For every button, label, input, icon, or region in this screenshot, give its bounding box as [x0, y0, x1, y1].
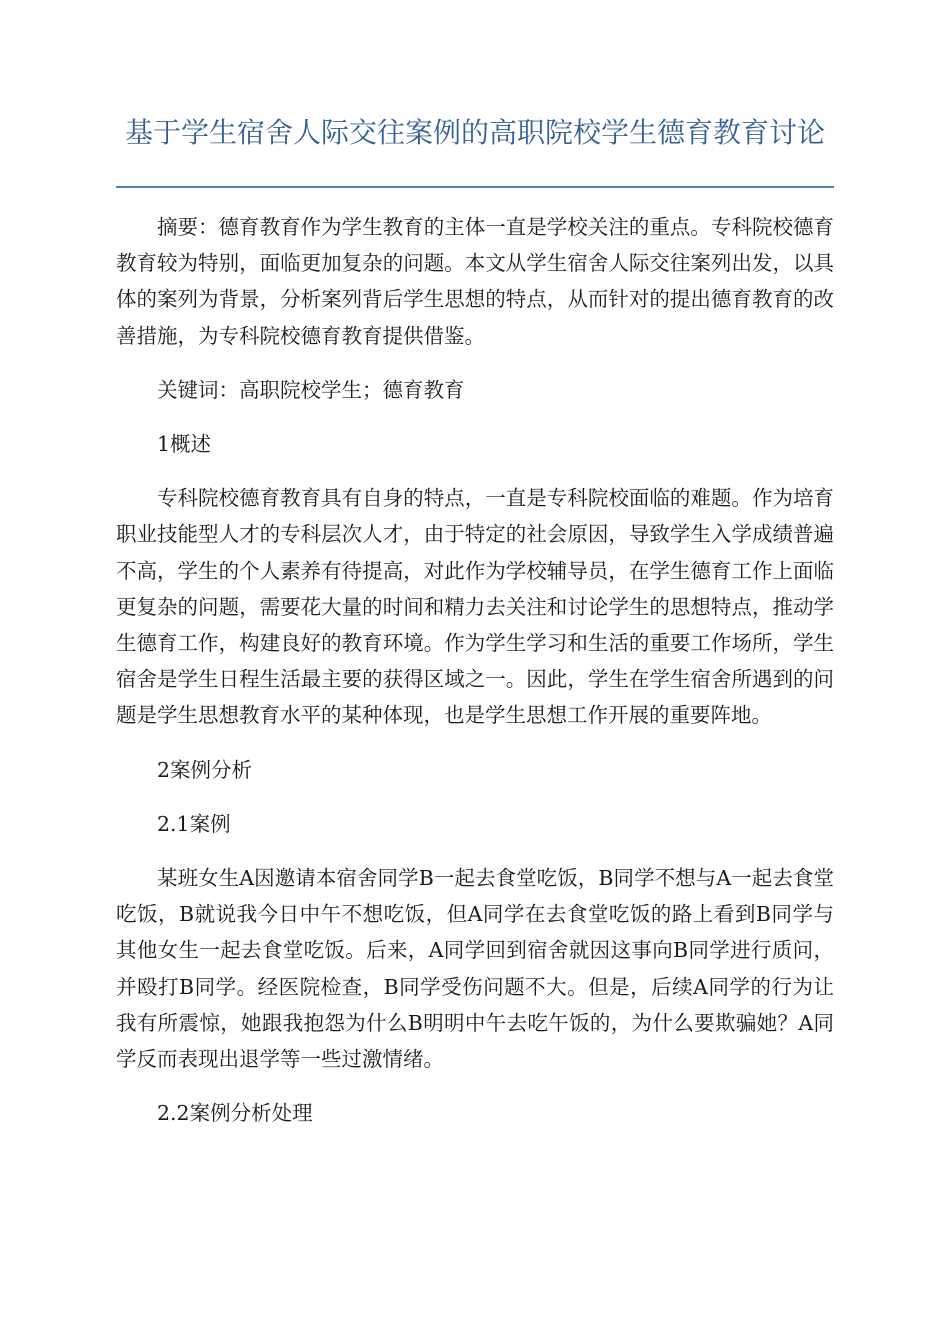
section-heading-case-analysis: 2案例分析: [157, 757, 253, 782]
case-paragraph: 某班女生A因邀请本宿舍同学B一起去食堂吃饭，B同学不想与A一起去食堂吃饭，B就说我今日中午不想吃饭，但A同学在去食堂吃饭的路上看到B同学与其他女生一起去食堂吃饭。后来，A同学回到宿舍就因这事向B同学进行质问，并殴打B同学。经医院检查，B同学受伤问题不大。但是，后续A同学的行为让我有所震惊，她跟我抱怨为什么B明明中午去吃午饭的，为什么要欺骗她？A同学反而表现出退学等一些过激情绪。: [116, 866, 834, 1072]
document-title: 基于学生宿舍人际交往案例的高职院校学生德育教育讨论: [124, 116, 825, 149]
subsection-heading-case-handling: 2.2案例分析处理: [157, 1101, 313, 1126]
overview-paragraph: 专科院校德育教育具有自身的特点，一直是专科院校面临的难题。作为培育职业技能型人才的专科层次人才，由于特定的社会原因，导致学生入学成绩普遍不高，学生的个人素养有待提高，对此作为学校辅导员，在学生德育工作上面临更复杂的问题，需要花大量的时间和精力去关注和讨论学生的思想特点，推动学生德育工作，构建良好的教育环境。作为学生学习和生活的重要工作场所，学生宿舍是学生日程生活最主要的获得区域之一。因此，学生在学生宿舍所遇到的问题是学生思想教育水平的某种体现，也是学生思想工作开展的重要阵地。: [116, 486, 834, 728]
document-body: [116, 209, 834, 1131]
abstract-paragraph: 摘要：德育教育作为学生教育的主体一直是学校关注的重点。专科院校德育教育较为特别，面临更加复杂的问题。本文从学生宿舍人际交往案列出发，以具体的案列为背景，分析案列背后学生思想的特点，从而针对的提出德育教育的改善措施，为专科院校德育教育提供借鉴。: [116, 215, 834, 348]
section-heading-overview: 1概述: [157, 432, 212, 457]
subsection-heading-case: 2.1案例: [157, 811, 231, 836]
title-underline: [116, 186, 834, 188]
keywords-paragraph: 关键词：高职院校学生；德育教育: [157, 377, 465, 402]
